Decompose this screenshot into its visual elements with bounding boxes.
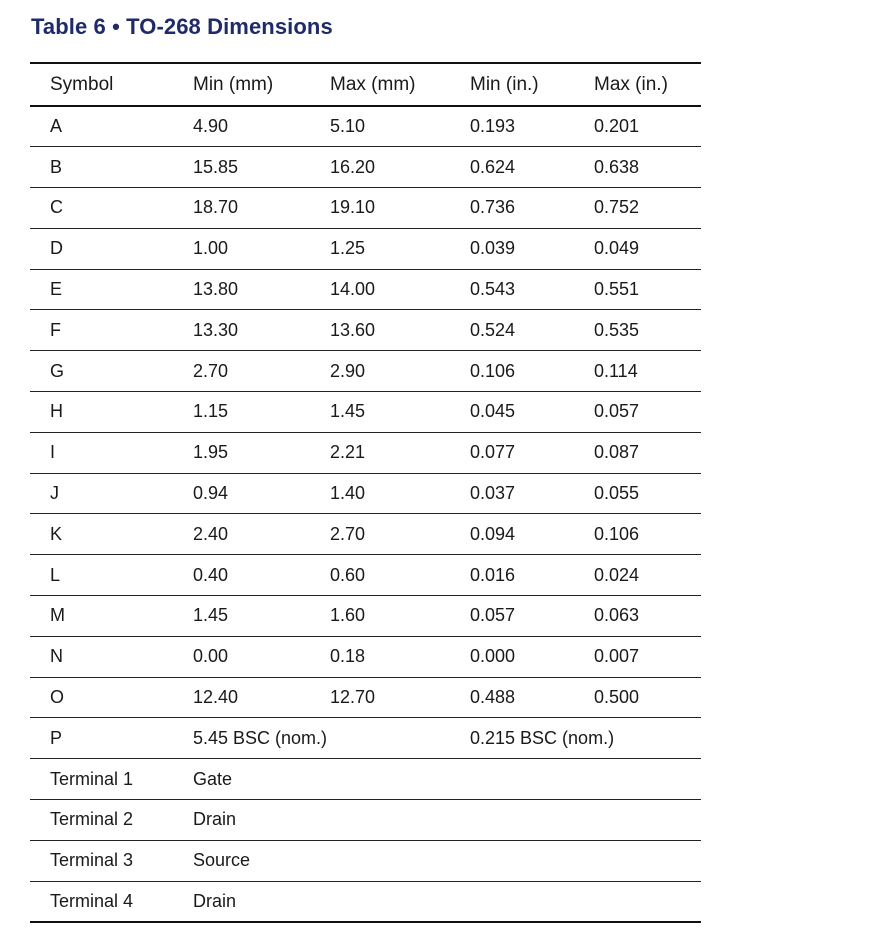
cell-nominal-mm: 5.45 BSC (nom.): [173, 718, 450, 759]
cell-max-in: 0.201: [574, 106, 701, 147]
cell-max-in: 0.049: [574, 228, 701, 269]
cell-min-mm: 2.40: [173, 514, 310, 555]
cell-max-mm: 1.60: [310, 596, 450, 637]
table-row: [30, 147, 701, 188]
cell-max-in: 0.535: [574, 310, 701, 351]
table-row: [30, 596, 701, 637]
cell-max-in: 0.024: [574, 555, 701, 596]
cell-max-mm: 14.00: [310, 269, 450, 310]
cell-max-in: 0.638: [574, 147, 701, 188]
header-max-mm: Max (mm): [310, 63, 450, 106]
cell-min-mm: 0.00: [173, 636, 310, 677]
table-row: [30, 392, 701, 433]
cell-min-mm: 2.70: [173, 351, 310, 392]
terminal-value: Gate: [173, 759, 701, 800]
cell-max-in: 0.063: [574, 596, 701, 637]
table-row: [30, 269, 701, 310]
cell-min-in: 0.094: [450, 514, 574, 555]
table-row: [30, 228, 701, 269]
cell-symbol: O: [30, 677, 173, 718]
cell-min-in: 0.057: [450, 596, 574, 637]
cell-max-mm: 1.45: [310, 392, 450, 433]
cell-max-in: 0.752: [574, 188, 701, 229]
terminal-row: [30, 800, 701, 841]
cell-max-mm: 12.70: [310, 677, 450, 718]
terminal-label: Terminal 3: [30, 840, 173, 881]
terminal-row: [30, 840, 701, 881]
cell-max-mm: 13.60: [310, 310, 450, 351]
terminal-label: Terminal 4: [30, 881, 173, 922]
cell-min-in: 0.488: [450, 677, 574, 718]
cell-min-mm: 18.70: [173, 188, 310, 229]
cell-max-in: 0.055: [574, 473, 701, 514]
cell-max-mm: 1.40: [310, 473, 450, 514]
table-row: [30, 188, 701, 229]
cell-max-in: 0.551: [574, 269, 701, 310]
cell-max-mm: 0.60: [310, 555, 450, 596]
table-row: [30, 106, 701, 147]
cell-max-mm: 2.70: [310, 514, 450, 555]
cell-max-mm: 19.10: [310, 188, 450, 229]
cell-min-mm: 0.40: [173, 555, 310, 596]
cell-max-in: 0.114: [574, 351, 701, 392]
cell-min-mm: 1.00: [173, 228, 310, 269]
cell-max-mm: 5.10: [310, 106, 450, 147]
terminal-value: Drain: [173, 881, 701, 922]
cell-symbol: L: [30, 555, 173, 596]
table-row: [30, 310, 701, 351]
cell-nominal-in: 0.215 BSC (nom.): [450, 718, 701, 759]
cell-min-mm: 0.94: [173, 473, 310, 514]
cell-symbol: B: [30, 147, 173, 188]
cell-min-mm: 13.30: [173, 310, 310, 351]
cell-symbol: F: [30, 310, 173, 351]
cell-symbol: J: [30, 473, 173, 514]
cell-min-mm: 15.85: [173, 147, 310, 188]
terminal-value: Source: [173, 840, 701, 881]
table-row: [30, 636, 701, 677]
cell-max-mm: 1.25: [310, 228, 450, 269]
cell-symbol: N: [30, 636, 173, 677]
cell-max-in: 0.007: [574, 636, 701, 677]
dimensions-table: [30, 62, 701, 923]
table-caption: Table 6 • TO-268 Dimensions: [31, 14, 333, 39]
cell-max-in: 0.106: [574, 514, 701, 555]
cell-symbol: D: [30, 228, 173, 269]
table-row: [30, 351, 701, 392]
header-max-in: Max (in.): [574, 63, 701, 106]
cell-min-in: 0.106: [450, 351, 574, 392]
cell-min-in: 0.037: [450, 473, 574, 514]
terminal-row: [30, 881, 701, 922]
terminal-value: Drain: [173, 800, 701, 841]
cell-symbol: C: [30, 188, 173, 229]
cell-min-mm: 4.90: [173, 106, 310, 147]
cell-symbol: A: [30, 106, 173, 147]
cell-min-in: 0.016: [450, 555, 574, 596]
table-row: [30, 555, 701, 596]
nominal-row: [30, 718, 701, 759]
table-row: [30, 432, 701, 473]
cell-min-mm: 1.45: [173, 596, 310, 637]
terminal-row: [30, 759, 701, 800]
cell-symbol: G: [30, 351, 173, 392]
cell-min-in: 0.736: [450, 188, 574, 229]
cell-min-in: 0.524: [450, 310, 574, 351]
cell-min-in: 0.000: [450, 636, 574, 677]
cell-max-mm: 0.18: [310, 636, 450, 677]
cell-max-in: 0.500: [574, 677, 701, 718]
cell-min-in: 0.193: [450, 106, 574, 147]
cell-max-in: 0.087: [574, 432, 701, 473]
cell-max-mm: 16.20: [310, 147, 450, 188]
table-row: [30, 514, 701, 555]
cell-max-mm: 2.90: [310, 351, 450, 392]
table-row: [30, 473, 701, 514]
cell-min-in: 0.543: [450, 269, 574, 310]
cell-symbol: K: [30, 514, 173, 555]
cell-min-mm: 13.80: [173, 269, 310, 310]
header-symbol: Symbol: [30, 63, 173, 106]
cell-min-in: 0.077: [450, 432, 574, 473]
header-row: [30, 63, 701, 106]
cell-min-mm: 12.40: [173, 677, 310, 718]
cell-min-in: 0.624: [450, 147, 574, 188]
cell-min-in: 0.039: [450, 228, 574, 269]
cell-min-mm: 1.95: [173, 432, 310, 473]
header-min-in: Min (in.): [450, 63, 574, 106]
terminal-label: Terminal 2: [30, 800, 173, 841]
table-row: [30, 677, 701, 718]
cell-min-in: 0.045: [450, 392, 574, 433]
cell-symbol: P: [30, 718, 173, 759]
cell-symbol: E: [30, 269, 173, 310]
cell-symbol: H: [30, 392, 173, 433]
cell-symbol: I: [30, 432, 173, 473]
cell-max-in: 0.057: [574, 392, 701, 433]
cell-symbol: M: [30, 596, 173, 637]
terminal-label: Terminal 1: [30, 759, 173, 800]
header-min-mm: Min (mm): [173, 63, 310, 106]
cell-min-mm: 1.15: [173, 392, 310, 433]
cell-max-mm: 2.21: [310, 432, 450, 473]
